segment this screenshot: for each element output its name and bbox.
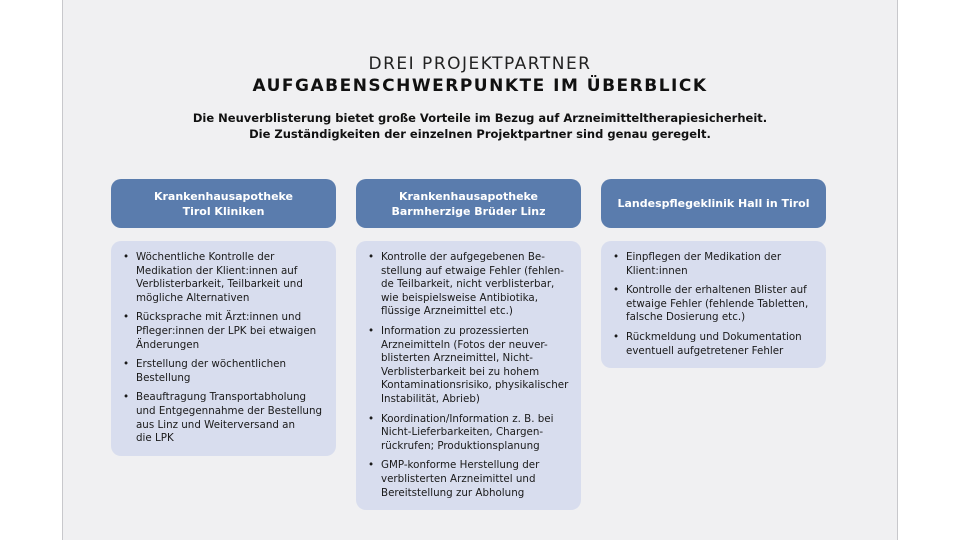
bullet-icon: •	[613, 284, 620, 297]
task-list	[111, 241, 336, 456]
task-list	[356, 241, 581, 510]
bullet-icon: •	[368, 251, 375, 263]
list-item	[613, 251, 816, 278]
list-item	[123, 391, 326, 445]
bullet-icon: •	[123, 358, 130, 371]
bullet-icon: •	[123, 311, 130, 324]
list-item	[123, 358, 326, 385]
list-item	[368, 325, 571, 407]
item-text: Koordination/Information z. B. bei Nicht-Lieferbarkeiten, Chargen- rückrufen; Produktionsplanung	[381, 412, 554, 452]
list-item	[123, 311, 326, 352]
list-item	[368, 459, 571, 500]
bullet-icon: •	[368, 324, 375, 337]
item-text: Erstellung der wöchentlichen Bestellung	[136, 358, 287, 384]
title-line-1: DREI PROJEKTPARTNER	[368, 54, 592, 74]
title-line-2: AUFGABENSCHWERPUNKTE IM ÜBERBLICK	[252, 76, 708, 96]
partner-column	[111, 179, 336, 456]
bullet-icon: •	[613, 251, 620, 263]
item-text: Kontrolle der erhaltenen Blister auf etwaige Fehler (fehlende Tabletten, falsche Dosierung etc.)	[626, 284, 809, 324]
item-text: Rückmeldung und Dokumentation eventuell aufgetretener Fehler	[626, 330, 802, 357]
list-item	[613, 284, 816, 325]
subtitle: Die Neuverblisterung bietet große Vorteile im Bezug auf Arzneimitteltherapiesicherheit. Die Zuständigkeiten der einzelnen Projektpartner sind genau geregelt.	[192, 111, 768, 141]
item-text: Rücksprache mit Ärzt:innen und Pfleger:innen der LPK bei etwaigen Änderungen	[136, 311, 317, 351]
partner-column	[356, 179, 581, 510]
bullet-icon: •	[613, 330, 620, 343]
item-text: Einpflegen der Medikation der Klient:innen	[626, 251, 782, 277]
list-item	[123, 251, 326, 305]
list-item	[368, 251, 571, 319]
bullet-icon: •	[123, 391, 130, 404]
list-item	[368, 413, 571, 454]
item-text: Beauftragung Transportabholung und Entgegennahme der Bestellung aus Linz und Weiterversand an die LPK	[136, 391, 323, 445]
item-text: Information zu prozessierten Arzneimitteln (Fotos der neuver- blisterten Arzneimittel, Nicht- Verblisterbarkeit bei zu hohem Kontaminationsrisiko, physikalischer Instabilität, Abrieb)	[381, 324, 569, 405]
partner-header: Krankenhausapotheke Tirol Kliniken	[111, 179, 336, 228]
partner-column	[601, 179, 826, 368]
bullet-icon: •	[123, 251, 130, 263]
item-text: GMP-konforme Herstellung der verblisterten Arzneimittel und Bereitstellung zur Abholung	[381, 459, 540, 499]
partner-header: Krankenhausapotheke Barmherzige Brüder Linz	[356, 179, 581, 228]
task-list	[601, 241, 826, 368]
item-text: Kontrolle der aufgegebenen Be- stellung auf etwaige Fehler (fehlen- de Teilbarkeit, nicht verblisterbar, wie beispielsweise Antibiotika, flüssige Arzneimittel etc.)	[381, 251, 565, 318]
partner-header: Landespflegeklinik Hall in Tirol	[601, 179, 826, 228]
bullet-icon: •	[368, 459, 375, 472]
item-text: Wöchentliche Kontrolle der Medikation der Klient:innen auf Verblisterbarkeit, Teilbarkeit und mögliche Alternativen	[136, 251, 303, 304]
list-item	[613, 331, 816, 358]
bullet-icon: •	[368, 412, 375, 425]
